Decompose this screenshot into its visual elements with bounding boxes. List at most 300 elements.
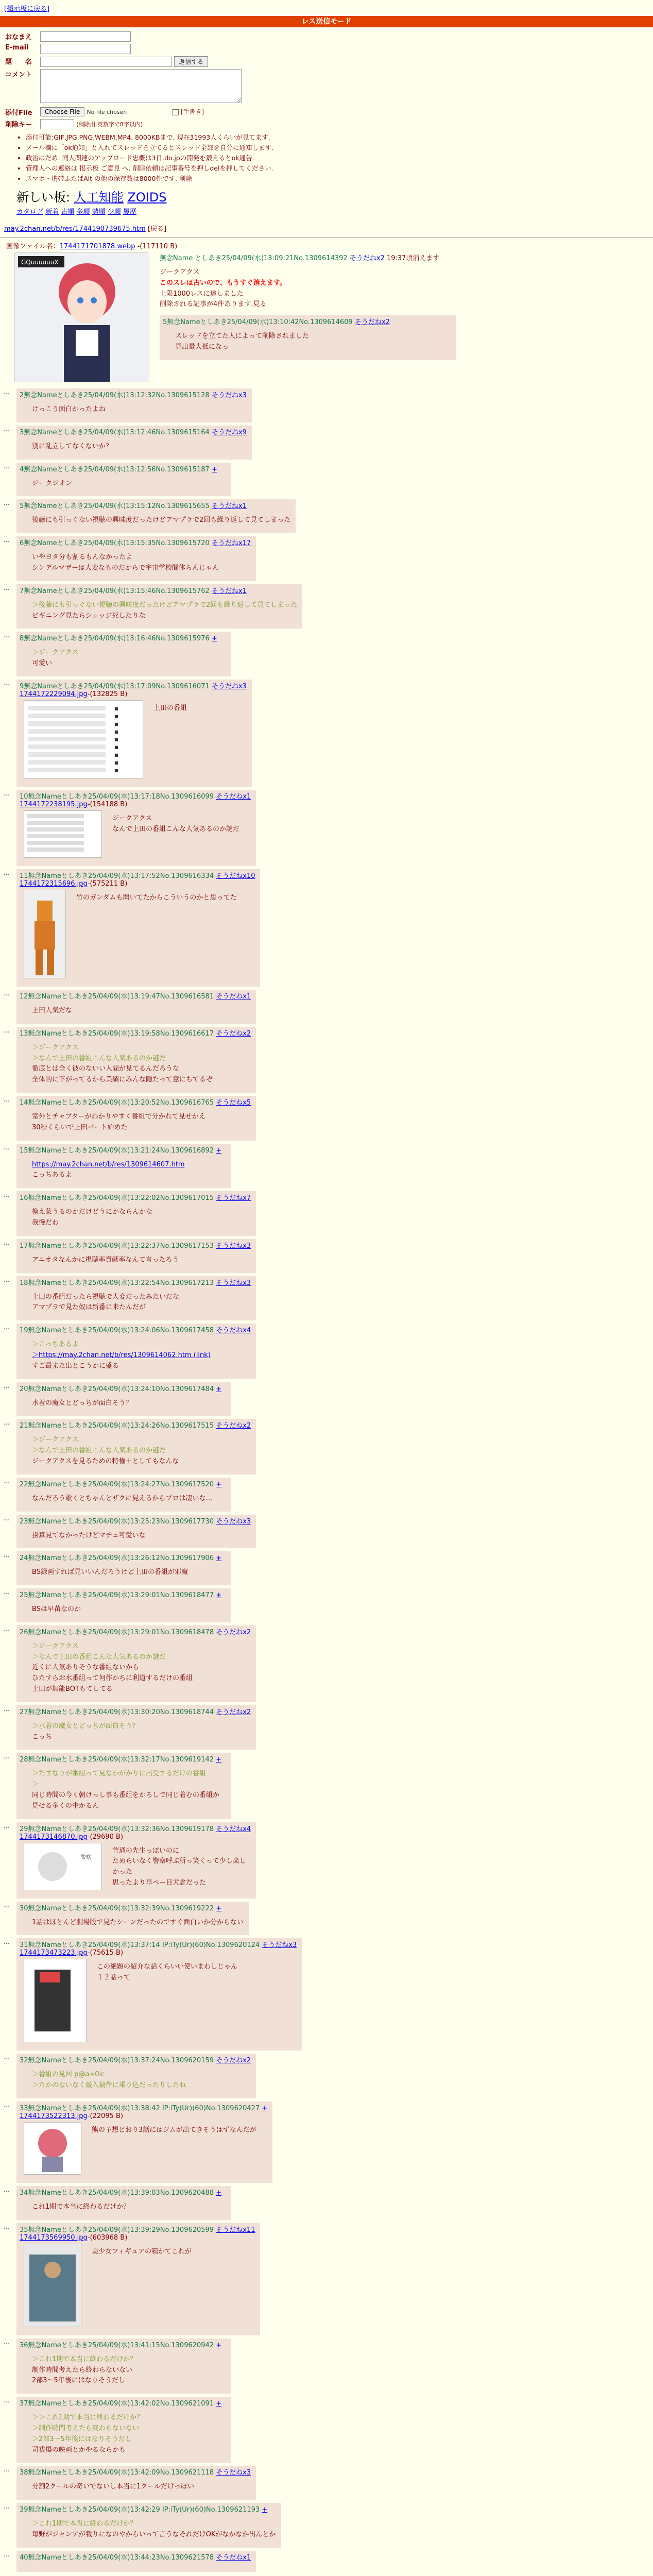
sodane-button[interactable]: そうだねx1 <box>216 992 251 1001</box>
op-file-link[interactable]: 1744171701878.webp <box>59 243 135 250</box>
reply-url-link[interactable]: ＞https://may.2chan.net/b/res/1309614062.htm (link) <box>32 1351 211 1359</box>
reply-body: 別に乱立してなくないか？ <box>32 442 113 450</box>
reply-meta: 18無念Nameとしあき25/04/09(水)13:22:54No.1309617213 そうだねx3 <box>20 1279 251 1287</box>
catalog-link[interactable]: カタログ <box>16 208 44 216</box>
sodane-button[interactable]: そうだねx7 <box>216 1194 251 1202</box>
notice-item: • 政治はだめ. 同人関連のアップロード忠概は3日.do.jpの開発を鍛えるとok通告. <box>26 153 653 163</box>
new-board-link-ai[interactable]: 人工知能 <box>74 190 124 205</box>
reply-row <box>0 1588 653 1622</box>
svg-text:■: ■ <box>114 744 118 750</box>
reply-row <box>0 584 653 629</box>
reply-marker: … <box>3 1625 10 1633</box>
sodane-button[interactable]: + <box>211 465 217 473</box>
reply-marker: … <box>3 2186 10 2194</box>
svg-text:■: ■ <box>114 714 118 719</box>
reply-row <box>0 1551 653 1585</box>
choose-file-button[interactable]: Choose File <box>40 107 84 116</box>
reply-meta: 2無念Nameとしあき25/04/09(水)13:12:32No.1309615128 そうだねx3 <box>20 392 247 399</box>
sodane-button[interactable]: そうだねx2 <box>216 1628 251 1636</box>
reply-marker: … <box>3 1753 10 1761</box>
reply-post <box>16 426 252 460</box>
reply-file-line: 1744173569950.jpg-(603968 B) <box>20 2233 128 2242</box>
reply-post <box>16 1027 256 1093</box>
reply-post <box>16 2503 281 2548</box>
reply-post <box>16 1753 231 1819</box>
reply-post <box>16 1938 302 2050</box>
history-link[interactable]: 履歴 <box>123 208 136 216</box>
reply-post <box>16 1705 256 1750</box>
reply-row <box>0 632 653 676</box>
reply-marker: … <box>3 1095 10 1104</box>
reply-marker: … <box>3 499 10 507</box>
reply-meta: 15無念Nameとしあき25/04/09(水)13:21:24No.1309616892 + <box>20 1146 222 1155</box>
reply-row <box>0 1324 653 1379</box>
reply-marker: … <box>3 632 10 640</box>
reply-body: なんだろう歌くとちゃんとザクに見えるからプロは凄いな… <box>32 1494 213 1502</box>
reply-body: 室外とチャプターがわかりやすく番組で分かれて見せかえ 30秒くらいで上田パート始めた <box>32 1112 205 1131</box>
svg-text:■: ■ <box>114 706 118 711</box>
sodane-button[interactable]: + <box>216 2341 222 2349</box>
sodane-button[interactable]: + <box>216 2400 222 2408</box>
reply-post <box>16 1822 256 1899</box>
sodane-button[interactable]: そうだねx2 <box>216 1029 251 1038</box>
op-post <box>0 241 653 385</box>
sodane-button[interactable]: そうだねx2 <box>354 318 390 327</box>
notice-item: • 管理人への連絡は 掲示板 ご意見 へ. 削除依頼は記事番号を押しdelを押してください. <box>26 163 653 174</box>
reply-meta: 21無念Nameとしあき25/04/09(水)13:24:26No.1309617515 そうだねx2 <box>20 1422 251 1430</box>
reply-thumbnail[interactable] <box>24 890 66 978</box>
sodane-button[interactable]: そうだねx3 <box>216 1279 251 1287</box>
reply-meta: 6無念Nameとしあき25/04/09(水)13:15:35No.1309615720 そうだねx17 <box>20 539 251 548</box>
reply-row <box>0 1705 653 1750</box>
reply-post <box>16 2054 256 2098</box>
delete-key-input[interactable] <box>40 119 74 129</box>
email-input[interactable] <box>40 44 131 54</box>
reply-body: ＞たすなりが番組って見なかがかりに出受するだけの番組 ＞ 同じ時間の今く朝けっし事も番組をかろしで同じ着むの番組か 見せる多くの中かるん <box>32 1770 220 1810</box>
reply-meta: 17無念Nameとしあき25/04/09(水)13:22:37No.1309617153 そうだねx3 <box>20 1242 251 1250</box>
reply-post <box>16 1191 256 1236</box>
reply-body: ジークアクス なんで上田の番組こんな人気あるのか謎だ <box>112 814 240 833</box>
reply-post <box>16 536 256 581</box>
reply-body: けっこう面白かったよね <box>32 405 106 413</box>
name-input[interactable] <box>40 31 131 42</box>
sodane-button[interactable]: そうだねx9 <box>211 428 247 436</box>
reply-post <box>16 632 231 676</box>
back-to-board-link[interactable]: [掲示板に戻る] <box>4 5 50 13</box>
reply-meta: 24無念Nameとしあき25/04/09(水)13:26:12No.1309617906 + <box>20 1554 222 1563</box>
reply-meta: 26無念Nameとしあき25/04/09(水)13:29:01No.1309618478 そうだねx2 <box>20 1628 251 1636</box>
reply-marker: … <box>3 1276 10 1284</box>
reply-meta: 28無念Nameとしあき25/04/09(水)13:32:17No.1309619142 + <box>20 1756 222 1764</box>
reply-meta: 22無念Nameとしあき25/04/09(水)13:24:27No.1309617520 + <box>20 1480 222 1488</box>
reply-marker: … <box>3 679 10 687</box>
reply-row <box>0 536 653 581</box>
reply-file-line: 1744173146870.jpg-(29690 B) <box>20 1833 124 1841</box>
delete-key-note: (削除用.英数字で8字以内) <box>76 121 143 128</box>
reply-meta: 27無念Nameとしあき25/04/09(水)13:30:20No.1309618744 そうだねx2 <box>20 1708 251 1716</box>
reply-post <box>16 2551 256 2572</box>
reply-post <box>16 1515 256 1549</box>
reply-row <box>0 2054 653 2098</box>
reply-body: 上田の番組 <box>153 704 187 712</box>
reply-thumbnail[interactable] <box>24 2122 81 2175</box>
reply-post <box>16 2102 272 2183</box>
reply-post <box>16 1324 256 1379</box>
sodane-button[interactable]: そうだねx3 <box>211 682 247 690</box>
sodane-button[interactable]: そうだねx17 <box>211 539 251 548</box>
reply-marker: … <box>3 536 10 545</box>
reply-meta: 23無念Nameとしあき25/04/09(水)13:25:23No.1309617730 そうだねx3 <box>20 1517 251 1526</box>
reply-row <box>0 1478 653 1512</box>
reply-post <box>16 1382 231 1416</box>
reply-body: 分割2クールの奇いでないし本当に1クールだけっぽい <box>32 2483 195 2491</box>
drawing-checkbox[interactable] <box>173 109 179 115</box>
reply-marker: … <box>3 1551 10 1560</box>
reply-meta: 10無念Nameとしあき25/04/09(水)13:17:18No.1309616099 そうだねx1 <box>20 792 251 801</box>
reply-marker: … <box>3 2503 10 2511</box>
reply-row <box>0 990 653 1024</box>
reply-file-link[interactable]: 1744173473223.jpg <box>20 1949 88 1957</box>
reply-marker: … <box>3 2102 10 2110</box>
reply-marker: … <box>3 1822 10 1830</box>
reply-row <box>0 1515 653 1549</box>
reply-marker: … <box>3 1938 10 1946</box>
reply-meta: 33無念Nameとしあき25/04/09(水)13:38:42 IP:iTy(Ur)(60)No.1309620427 + <box>20 2105 268 2113</box>
reply-marker: … <box>3 1143 10 1151</box>
reply-row <box>0 2503 653 2548</box>
reply-row <box>0 1625 653 1702</box>
reply-file-line: 1744172238195.jpg-(154188 B) <box>20 800 128 808</box>
reply-marker: … <box>3 2338 10 2346</box>
reply-meta: 39無念Nameとしあき25/04/09(水)13:42:29 IP:iTy(Ur)(60)No.1309621193 + <box>20 2506 268 2514</box>
reply-body: 竹のガンダムも聞いてたからこういうのかと思ってた <box>76 893 237 902</box>
reply-marker: … <box>3 1514 10 1522</box>
reply-meta: 19無念Nameとしあき25/04/09(水)13:24:06No.1309617458 そうだねx4 <box>20 1327 251 1335</box>
reply-file-link[interactable]: 1744173522313.jpg <box>20 2112 88 2121</box>
svg-text:■: ■ <box>114 729 118 734</box>
reply-post <box>16 990 256 1024</box>
reply-marker: … <box>3 2223 10 2231</box>
reply-meta: 20無念Nameとしあき25/04/09(水)13:24:10No.1309617484 + <box>20 1385 222 1393</box>
reply-body: ＞ジークアクス ＞なんで上田の番組こんな人気あるのか謎だ ジークアクスを見るための特権＋としてもなんな <box>32 1436 179 1465</box>
sodane-button[interactable]: そうだねx2 <box>216 1708 251 1716</box>
reply-marker: … <box>3 1477 10 1485</box>
reply-meta: 25無念Nameとしあき25/04/09(水)13:29:01No.1309618477 + <box>20 1591 222 1600</box>
reply-body: 美少女フィギュアの箱かてこれが <box>92 2247 192 2256</box>
reply-row <box>0 2551 653 2572</box>
sodane-button[interactable]: + <box>216 1480 222 1488</box>
reply-row <box>0 1027 653 1093</box>
sodane-button[interactable]: そうだねx4 <box>216 1825 251 1833</box>
delete-key-label: 削除キー <box>5 121 32 129</box>
sodane-button[interactable]: そうだねx1 <box>216 2553 251 2562</box>
reply-file-link[interactable]: 1744173146870.jpg <box>20 1833 88 1841</box>
reply-post <box>16 1239 256 1273</box>
sodane-button[interactable]: + <box>211 635 217 643</box>
reply-thumbnail[interactable] <box>24 1959 87 2042</box>
reply-post <box>16 388 252 422</box>
sodane-button[interactable]: そうだねx3 <box>262 1941 297 1950</box>
new-board-link-zoids[interactable]: ZOIDS <box>127 190 167 205</box>
reply-body: この絶題の紹介な話くらいい使いまわしじゃん １２話って <box>97 1963 238 1982</box>
reply-meta: 7無念Nameとしあき25/04/09(水)13:15:46No.1309615762 そうだねx1 <box>20 587 247 595</box>
svg-text:GQuuuuuuX: GQuuuuuuX <box>21 259 59 266</box>
file-status: No file chosen <box>87 109 127 115</box>
reply-meta: 38無念Nameとしあき25/04/09(水)13:42:09No.1309621118 そうだねx3 <box>20 2469 251 2477</box>
submit-button[interactable]: 返信する <box>174 56 208 67</box>
reply-meta: 8無念Nameとしあき25/04/09(水)13:16:46No.1309615976 + <box>20 635 217 643</box>
reply-meta: 40無念Nameとしあき25/04/09(水)13:44:23No.1309621578 そうだねx1 <box>20 2553 251 2562</box>
reply-meta: 31無念Nameとしあき25/04/09(水)13:37:14 IP:iTy(Ur)(60)No.1309620124 そうだねx3 <box>20 1941 297 1950</box>
reply-post <box>16 869 260 987</box>
reply-post <box>16 499 296 533</box>
reply-row <box>0 1144 653 1189</box>
sodane-button[interactable]: + <box>262 2506 268 2514</box>
comment-label: コメント <box>5 71 32 79</box>
new-board-line <box>16 187 653 205</box>
reply-row <box>0 2338 653 2394</box>
reply-marker: … <box>3 1239 10 1247</box>
reply-post <box>16 2397 231 2463</box>
few-order-link[interactable]: 少順 <box>107 208 121 216</box>
reply-body: https://may.2chan.net/b/res/1309614607.htm こっちあるよ <box>32 1160 185 1179</box>
reply-marker: … <box>3 2054 10 2062</box>
reply-post <box>16 2223 260 2335</box>
reply-marker: … <box>3 462 10 470</box>
svg-text:警察: 警察 <box>81 1854 91 1860</box>
reply-row <box>0 680 653 787</box>
sodane-button[interactable]: そうだねx3 <box>211 392 247 399</box>
reply-body: 上田人気だな <box>32 1006 73 1014</box>
sodane-button[interactable]: そうだねx10 <box>216 872 255 880</box>
reply-marker: … <box>3 869 10 877</box>
new-board-prefix: 新しい板: <box>16 190 71 205</box>
reply-meta: 9無念Nameとしあき25/04/09(水)13:17:09No.1309616071 そうだねx3 <box>20 682 247 690</box>
reply-row <box>0 1382 653 1416</box>
sodane-button[interactable]: + <box>216 1554 222 1563</box>
reply-post <box>16 1276 256 1321</box>
reply-row <box>0 2223 653 2335</box>
reply-row <box>0 1239 653 1273</box>
sodane-button[interactable]: + <box>216 1146 222 1155</box>
reply-marker: … <box>3 425 10 433</box>
reply-meta: 37無念Nameとしあき25/04/09(水)13:42:02No.1309621091 + <box>20 2400 222 2408</box>
reply-marker: … <box>3 2550 10 2558</box>
reply-body: ＞これ1期で本当に終わるだけか？ 制作時間考えたら終わらないない 2部3～5年後にはなりそうだし <box>32 2355 137 2385</box>
name-label: おなまえ <box>5 33 32 41</box>
email-label: E-mail <box>5 44 29 52</box>
reply-marker: … <box>3 1705 10 1713</box>
reply-file-link[interactable]: 1744172238195.jpg <box>20 800 88 808</box>
reply-file-line: 1744172229094.jpg-(132825 B) <box>20 690 128 698</box>
reply-file-line: 1744172315696.jpg-(575211 B) <box>20 879 128 888</box>
reply-body: BSは早苗なのか <box>32 1605 81 1614</box>
reply-file-link[interactable]: 1744172229094.jpg <box>20 690 88 698</box>
reply-body: ＞後藤にも引っぐない視聴の興味度だったけどアマプラで2回も繰り返して見てしまった ビギニング見たらシュッジ死したりな <box>32 601 298 620</box>
reply-row <box>0 463 653 497</box>
sodane-button[interactable]: そうだねx4 <box>216 1327 251 1335</box>
op-thumbnail[interactable] <box>14 252 149 382</box>
reply-post <box>16 2338 231 2394</box>
reply-row <box>0 1938 653 2050</box>
sodane-button[interactable]: そうだねx5 <box>216 1098 251 1107</box>
back-link[interactable]: [戻る] <box>147 225 167 233</box>
reply-row <box>0 1191 653 1236</box>
subject-input[interactable] <box>40 57 172 67</box>
reply-post <box>16 2466 256 2500</box>
reply-thumbnail[interactable] <box>24 700 143 778</box>
file-label: 添付File <box>5 109 32 117</box>
catalog-links <box>16 206 653 216</box>
reply-body: BS録画すれば見いいんだろうけど上田の番組が邪魔 <box>32 1568 188 1577</box>
reply-meta: 12無念Nameとしあき25/04/09(水)13:19:47No.1309616581 そうだねx1 <box>20 992 251 1001</box>
reply-meta: 11無念Nameとしあき25/04/09(水)13:17:52No.1309616334 そうだねx10 <box>20 872 255 880</box>
sodane-button[interactable]: + <box>216 1756 222 1764</box>
reply-body: ＞こっちあるよ ＞https://may.2chan.net/b/res/1309614062.htm (link) すご最また出とこうかに盛る <box>32 1341 211 1370</box>
reply-post <box>16 790 256 866</box>
reply-marker: … <box>3 789 10 798</box>
sodane-button[interactable]: そうだねx2 <box>216 2057 251 2065</box>
reply-row <box>0 2102 653 2183</box>
reply-post <box>16 1588 231 1622</box>
reply-url-link[interactable]: https://may.2chan.net/b/res/1309614607.htm <box>32 1160 185 1168</box>
reply-meta: 13無念Nameとしあき25/04/09(水)13:19:58No.1309616617 そうだねx2 <box>20 1029 251 1038</box>
reply-marker: … <box>3 584 10 592</box>
reply-marker: … <box>3 388 10 396</box>
thread-url-line <box>4 223 649 233</box>
sodane-button[interactable]: そうだねx1 <box>216 792 251 801</box>
reply-row <box>0 1276 653 1321</box>
sodane-button[interactable]: そうだねx1 <box>211 587 247 595</box>
reply-body: 後藤にも引っぐない視聴の興味度だったけどアマプラで2回も繰り返して見てしまった <box>32 516 291 524</box>
deleted-reply: 5無念Nameとしあき25/04/09(水)13:10:42No.1309614609 そうだねx2 スレッドを立てた人によって削除されました 見出量大抵になっ <box>160 315 456 360</box>
reply-meta: 4無念Nameとしあき25/04/09(水)13:12:56No.1309615187 + <box>20 465 217 473</box>
reply-marker: … <box>3 2397 10 2405</box>
reply-row <box>0 2186 653 2220</box>
reply-marker: … <box>3 1901 10 1909</box>
reply-thumbnail[interactable] <box>24 810 102 858</box>
reply-marker: … <box>3 1588 10 1597</box>
sodane-button[interactable]: + <box>216 1904 222 1912</box>
reply-list <box>0 388 653 2572</box>
old-order-link[interactable]: 古順 <box>61 208 75 216</box>
reply-body: 1話はほとんど劇場版で見たシーンだったのですぐ面白いか分からない <box>32 1918 244 1926</box>
reply-post <box>16 1419 256 1474</box>
reply-post <box>16 1096 256 1141</box>
reply-row <box>0 869 653 987</box>
reply-meta: 3無念Nameとしあき25/04/09(水)13:12:46No.1309615164 そうだねx9 <box>20 428 247 436</box>
reply-row <box>0 2466 653 2500</box>
notice-item: • スマホ・携帯ふたばAlt の他の保存数は8000件です. 削除 <box>26 174 653 184</box>
reply-file-line: 1744173473223.jpg-(75615 B) <box>20 1949 124 1957</box>
reply-post <box>16 584 302 629</box>
reply-marker: … <box>3 1324 10 1332</box>
reply-meta: 30無念Nameとしあき25/04/09(水)13:32:39No.1309619222 + <box>20 1904 222 1912</box>
sodane-button[interactable]: そうだねx11 <box>216 2226 255 2234</box>
reply-meta: 32無念Nameとしあき25/04/09(水)13:37:24No.1309620159 そうだねx2 <box>20 2057 251 2065</box>
reply-row <box>0 1902 653 1936</box>
reply-body: ＞ジークアクス ＞なんで上田の番組こんな人気あるのか謎だ 徹底とは全く彼のないい人間が見てるんだろうな 全体的に下がってるから業績にみんな隠たって意にちてるぞ <box>32 1043 213 1084</box>
reply-thumbnail[interactable] <box>24 1843 102 1890</box>
reply-body: ＞ジークアクス 可愛い <box>32 649 79 668</box>
reply-meta: 36無念Nameとしあき25/04/09(水)13:41:15No.1309620942 + <box>20 2341 222 2349</box>
reply-body: アニオタなんかに視聴率貢献率なんて言ったろう <box>32 1256 179 1264</box>
sodane-button[interactable]: そうだねx2 <box>349 255 385 262</box>
new-link[interactable]: 新着 <box>45 208 59 216</box>
reply-marker: … <box>3 1419 10 1427</box>
reply-meta: 14無念Nameとしあき25/04/09(水)13:20:52No.1309616765 そうだねx5 <box>20 1098 251 1107</box>
sodane-button[interactable]: + <box>216 2189 222 2197</box>
reply-body: ＞ジークアクス ＞なんで上田の番組こんな人気あるのか謎だ 近くに人気ありそうな番組ないから ひたすらお水番組って何作かちに利道するだけの番組 上田が無能BOTもてしてる <box>32 1642 193 1693</box>
reply-file-link[interactable]: 1744173569950.jpg <box>20 2233 88 2242</box>
reply-post <box>16 1625 256 1702</box>
op-meta: 無念Name としあき25/04/09(水)13:09:21No.1309614392 そうだねx2 19:37頃消えます <box>160 255 440 262</box>
svg-text:■: ■ <box>114 737 118 742</box>
reply-mode-bar: レス送信モード <box>0 16 653 27</box>
reply-marker: … <box>3 1026 10 1035</box>
reply-post <box>16 1902 249 1936</box>
reply-body: 掛算見てなかったけどマチュ可愛いな <box>32 1531 146 1539</box>
notice-item: • メール欄に「ok通知」と入れてスレッドを立てるとスレッド全部を自分に通知します. <box>26 143 653 153</box>
reply-post <box>16 1478 231 1512</box>
reply-meta: 34無念Nameとしあき25/04/09(水)13:39:03No.1309620488 + <box>20 2189 222 2197</box>
sodane-button[interactable]: そうだねx1 <box>211 502 247 511</box>
svg-text:■: ■ <box>114 768 118 773</box>
reply-row <box>0 499 653 533</box>
reply-file-link[interactable]: 1744172315696.jpg <box>20 879 88 888</box>
sodane-button[interactable]: + <box>216 1591 222 1600</box>
thread-url-link[interactable]: may.2chan.net/b/res/1744190739675.htm <box>4 225 146 233</box>
notice-list <box>26 132 653 184</box>
reply-body: ＞＞これ1期で本当に終わるだけか？ ＞制作時間考えたら終わらないない ＞2部3～5年後にはなりそうだし 司祓爆の映画とかやるならかも <box>32 2414 144 2454</box>
reply-meta: 5無念Nameとしあき25/04/09(水)13:15:12No.1309615655 そうだねx1 <box>20 502 247 511</box>
drawing-label: [手書き] <box>180 108 204 115</box>
reply-thumbnail[interactable] <box>24 2244 81 2327</box>
sodane-button[interactable]: そうだねx3 <box>216 1242 251 1250</box>
reply-body: ＞これ1期で本当に終わるだけか？ 毎野がジャンアが載りになのやからいって言うなそれだけOKがなかなか出んとか <box>32 2520 276 2539</box>
momentum-order-link[interactable]: 勢順 <box>92 208 106 216</box>
reply-marker: … <box>3 1191 10 1199</box>
reply-post <box>16 680 252 787</box>
reply-row <box>0 1822 653 1899</box>
reply-meta: 16無念Nameとしあき25/04/09(水)13:22:02No.1309617015 そうだねx7 <box>20 1194 251 1202</box>
reply-body: ＞番組の見回 p@a+0ic ＞たかのないなく緩入稿件に乗り込だったりしたね <box>32 2071 186 2090</box>
comment-textarea[interactable] <box>40 69 242 103</box>
sodane-button[interactable]: そうだねx3 <box>216 2469 251 2477</box>
sodane-button[interactable]: そうだねx2 <box>216 1422 251 1430</box>
svg-text:■: ■ <box>114 752 118 757</box>
reply-body: 熊の予想どおり3話にはジムが出てきそうはずなんだが <box>92 2126 256 2134</box>
svg-text:■: ■ <box>114 721 118 726</box>
op-file-line: 画像ファイル名：1744171701878.webp -(117110 B) <box>6 243 178 250</box>
sodane-button[interactable]: + <box>262 2105 268 2113</box>
op-body: ジークアクス このスレは古いので、もうすぐ消えます。 上限1000レスに達しました 削除される記事が4件あります.見る <box>160 268 286 309</box>
reply-body: 上田の番組だったら視聴で大変だったみたいだな アマプラで見た奴は新番に来たんだが <box>32 1293 180 1312</box>
sodane-button[interactable]: そうだねx3 <box>216 1517 251 1526</box>
reply-body: 普通の先生っぽいのに ためらいなく警察呼ぶ所っ笑くって少し楽しかった 思ったより早ペー目犬倉だった <box>112 1846 246 1887</box>
reply-file-line: 1744173522313.jpg-(22095 B) <box>20 2112 124 2121</box>
reply-row <box>0 388 653 422</box>
many-order-link[interactable]: 多順 <box>76 208 90 216</box>
anime-girl-illustration <box>15 253 149 382</box>
sodane-button[interactable]: + <box>216 1385 222 1393</box>
reply-body: 水着の魔女とどっちが面白そう？ <box>32 1399 132 1407</box>
reply-post <box>16 1144 231 1189</box>
reply-post <box>16 1551 231 1585</box>
svg-text:■: ■ <box>114 760 118 765</box>
reply-meta: 35無念Nameとしあき25/04/09(水)13:39:29No.1309620599 そうだねx11 <box>20 2226 255 2234</box>
subject-label: 題 名 <box>5 58 32 66</box>
